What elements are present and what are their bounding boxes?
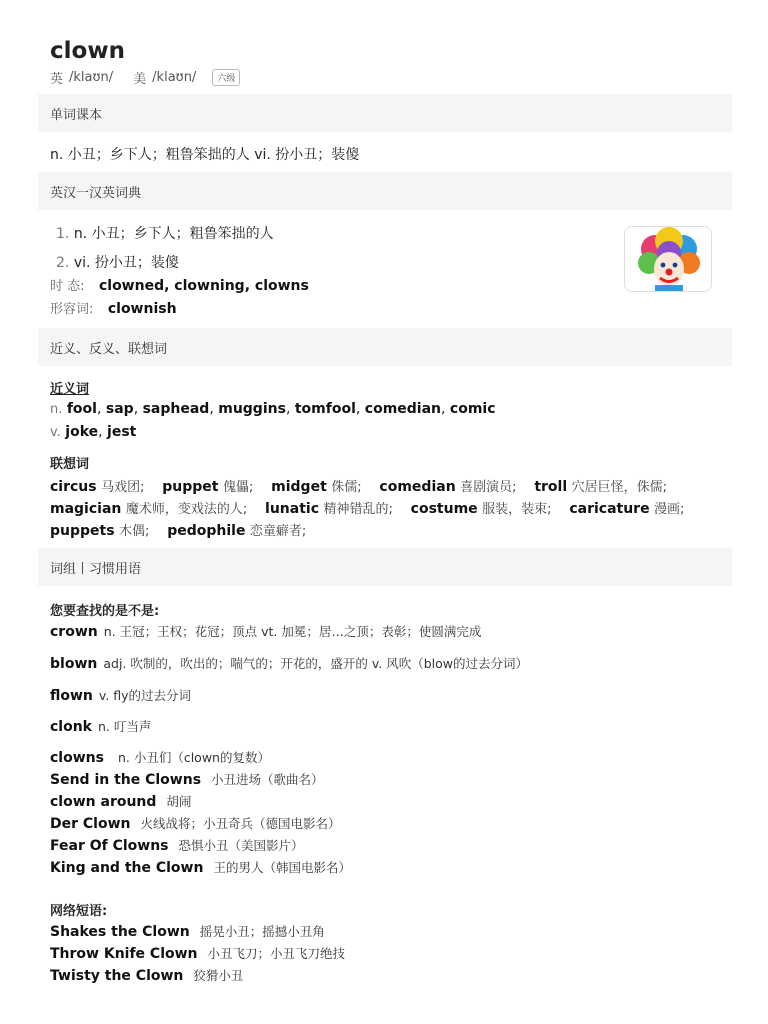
section-phrases-header[interactable]: 词组丨习惯用语	[38, 548, 732, 586]
synonym-link[interactable]: comedian	[364, 401, 442, 417]
web-phrase-term[interactable]: Throw Knife Clown	[50, 946, 198, 962]
phrase-item[interactable]	[50, 836, 304, 854]
def-text: n. 小丑；乡下人；粗鲁笨拙的人	[73, 226, 274, 242]
assoc-meaning: 傀儡;	[222, 480, 254, 495]
phrase-meaning: 小丑进场（歌曲名）	[211, 772, 324, 787]
phonetics	[50, 68, 246, 87]
web-phrase-meaning: 小丑飞刀；小丑飞刀绝技	[207, 946, 346, 961]
synonym-link[interactable]: joke	[65, 424, 99, 440]
phrase-meaning: 火线战将；小丑奇兵（德国电影名）	[140, 816, 341, 831]
assoc-word[interactable]: troll	[534, 479, 568, 495]
assoc-word[interactable]: pedophile	[167, 523, 246, 539]
pos-label: n.	[50, 402, 63, 417]
synonym-link[interactable]: comic	[449, 401, 496, 417]
phrase-term[interactable]: King and the Clown	[50, 860, 204, 876]
synonym-link[interactable]: muggins	[218, 401, 286, 417]
lookup-meaning: adj. 吹制的，吹出的；喘气的；开花的，盛开的 v. 风吹（blow的过去分词）	[103, 656, 528, 671]
lookup-word[interactable]: crown	[50, 624, 98, 640]
phrase-meaning: 胡闹	[166, 794, 192, 809]
synonym-link[interactable]: fool	[66, 401, 97, 417]
adj-label: 形容词:	[50, 302, 94, 317]
synonyms-verb-row: v. joke, jest	[50, 424, 137, 440]
assoc-word[interactable]: comedian	[379, 479, 456, 495]
assoc-meaning: 侏儒;	[331, 480, 362, 495]
us-phonetic[interactable]: /klaʊn/	[152, 70, 197, 85]
lookup-meaning: n. 王冠；王权；花冠；顶点 vt. 加冕；居…之顶；表彰；使圆满完成	[103, 624, 482, 639]
assoc-meaning: 服装，装束;	[482, 502, 552, 517]
lookup-word[interactable]: blown	[50, 656, 98, 672]
uk-label: 英	[50, 72, 64, 87]
ec-tense	[50, 275, 309, 294]
phrase-item[interactable]	[50, 748, 270, 766]
lookup-item[interactable]	[50, 717, 151, 735]
synonym-link[interactable]: saphead	[142, 401, 210, 417]
assoc-title: 联想词	[50, 457, 90, 472]
def-number: 1.	[56, 226, 70, 242]
lookup-title: 您要查找的是不是:	[50, 604, 160, 619]
level-badge: 六级	[212, 69, 240, 86]
assoc-meaning: 喜剧演员;	[460, 480, 517, 495]
lookup-word[interactable]: clonk	[50, 719, 92, 735]
phrase-item[interactable]	[50, 814, 341, 832]
assoc-word[interactable]: caricature	[569, 501, 650, 517]
phrase-meaning: 恐惧小丑（美国影片）	[178, 838, 304, 853]
web-phrase-item[interactable]	[50, 944, 345, 962]
assoc-word[interactable]: midget	[271, 479, 327, 495]
web-phrase-term[interactable]: Twisty the Clown	[50, 968, 184, 984]
us-label: 美	[133, 72, 147, 87]
web-phrases-title: 网络短语:	[50, 904, 108, 919]
def-text: vi. 扮小丑；装傻	[73, 255, 179, 271]
phrase-term[interactable]: Fear Of Clowns	[50, 838, 169, 854]
web-phrase-term[interactable]: Shakes the Clown	[50, 924, 190, 940]
assoc-word[interactable]: puppet	[162, 479, 219, 495]
synonym-link[interactable]: jest	[107, 424, 137, 440]
clown-face-icon	[625, 227, 712, 292]
section-textbook-header[interactable]: 单词课本	[38, 94, 732, 132]
adj-form: clownish	[107, 301, 177, 317]
assoc-meaning: 马戏团;	[101, 480, 145, 495]
web-phrase-meaning: 狡猾小丑	[193, 968, 244, 983]
synonym-link[interactable]: sap	[105, 401, 134, 417]
uk-phonetic[interactable]: /klaʊn/	[69, 70, 114, 85]
phrase-item[interactable]	[50, 792, 191, 810]
clown-illustration[interactable]	[624, 226, 712, 292]
phrase-item[interactable]	[50, 770, 324, 788]
web-phrase-item[interactable]	[50, 966, 243, 984]
assoc-row-2	[50, 498, 684, 517]
textbook-definition: n. 小丑；乡下人；粗鲁笨拙的人 vi. 扮小丑；装傻	[50, 147, 360, 163]
lookup-item[interactable]	[50, 622, 481, 640]
section-synonyms-header[interactable]: 近义、反义、联想词	[38, 328, 732, 366]
assoc-row-1	[50, 476, 667, 495]
def-number: 2.	[56, 255, 70, 271]
assoc-meaning: 木偶;	[119, 524, 150, 539]
assoc-meaning: 穴居巨怪，侏儒;	[571, 480, 667, 495]
assoc-word[interactable]: circus	[50, 479, 97, 495]
web-phrase-meaning: 摇晃小丑；摇撼小丑角	[199, 924, 325, 939]
ec-def-2	[56, 252, 179, 272]
synonym-link[interactable]: tomfool	[294, 401, 356, 417]
phrase-term[interactable]: clown around	[50, 794, 157, 810]
ec-def-1	[56, 223, 274, 243]
phrase-term[interactable]: Der Clown	[50, 816, 131, 832]
lookup-item[interactable]	[50, 654, 528, 672]
lookup-item[interactable]	[50, 686, 191, 704]
assoc-word[interactable]: puppets	[50, 523, 115, 539]
phrase-meaning: 王的男人（韩国电影名）	[213, 860, 351, 875]
synonyms-noun-row: n. fool, sap, saphead, muggins, tomfool, comedian, comic	[50, 401, 496, 417]
web-phrase-item[interactable]	[50, 922, 325, 940]
tense-label: 时 态:	[50, 279, 85, 294]
headword: clown	[50, 38, 125, 64]
phrase-item[interactable]	[50, 858, 351, 876]
tense-forms: clowned, clowning, clowns	[98, 278, 309, 294]
assoc-meaning: 魔术师，变戏法的人;	[125, 502, 248, 517]
phrase-term[interactable]: Send in the Clowns	[50, 772, 202, 788]
phrase-meaning: n. 小丑们（clown的复数）	[117, 750, 270, 765]
assoc-meaning: 漫画;	[654, 502, 685, 517]
synonyms-title: 近义词	[50, 382, 90, 397]
lookup-meaning: v. fly的过去分词	[98, 688, 192, 703]
phrase-term[interactable]: clowns	[50, 750, 104, 766]
assoc-meaning: 恋童癖者;	[249, 524, 307, 539]
pos-label: v.	[50, 425, 61, 440]
lookup-word[interactable]: flown	[50, 688, 93, 704]
ec-adj	[50, 298, 177, 317]
assoc-meaning: 精神错乱的;	[323, 502, 393, 517]
section-ec-header[interactable]: 英汉一汉英词典	[38, 172, 732, 210]
assoc-word[interactable]: magician	[50, 501, 122, 517]
assoc-row-3	[50, 520, 306, 539]
assoc-word[interactable]: costume	[410, 501, 478, 517]
assoc-word[interactable]: lunatic	[265, 501, 320, 517]
lookup-meaning: n. 叮当声	[98, 719, 152, 734]
